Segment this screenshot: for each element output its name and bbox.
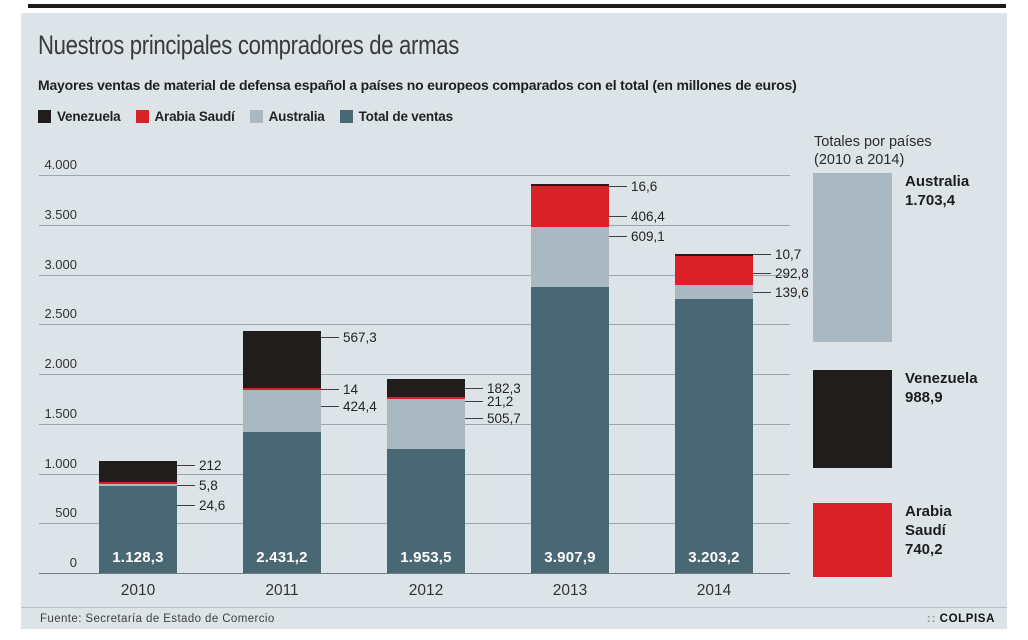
segment-annotation xyxy=(753,284,809,301)
bar-segment-australia xyxy=(387,399,465,449)
y-tick-label: 2.500 xyxy=(44,306,77,322)
annotation-label: 14 xyxy=(343,382,359,397)
bar-total-label: 3.203,2 xyxy=(688,548,740,566)
stacked-bar xyxy=(387,379,465,573)
annotation-connector-line xyxy=(753,292,771,294)
annotation-connector-line xyxy=(321,406,339,408)
agency-credit xyxy=(927,613,995,625)
totals-country-value: 1.703,4 xyxy=(905,192,956,209)
totals-country-label xyxy=(905,369,978,407)
annotation-label: 10,7 xyxy=(775,247,802,262)
annotation-connector-line xyxy=(465,401,483,403)
annotation-connector-line xyxy=(609,236,627,238)
gridline xyxy=(39,225,790,226)
totals-country-square xyxy=(813,173,892,342)
annotation-label: 609,1 xyxy=(631,229,665,244)
legend-label: Total de ventas xyxy=(358,109,453,124)
segment-annotation xyxy=(177,497,225,514)
y-tick-label: 1.500 xyxy=(44,405,77,421)
totals-country-name: Arabia xyxy=(905,503,952,520)
totals-country-name: Venezuela xyxy=(905,370,978,387)
totals-title-line1: Totales por países xyxy=(814,134,932,150)
segment-annotation xyxy=(609,228,665,245)
agency-name: COLPISA xyxy=(939,613,995,625)
bar-segment-australia xyxy=(675,285,753,299)
annotation-label: 292,8 xyxy=(775,266,809,281)
top-accent-bar xyxy=(28,4,1006,8)
annotation-connector-line xyxy=(321,389,339,391)
x-axis-label: 2011 xyxy=(265,582,299,599)
chart-subtitle: Mayores ventas de material de defensa español a países no europeos comparados con el total (en millones de euros) xyxy=(38,77,797,93)
annotation-label: 182,3 xyxy=(487,381,521,396)
y-tick-label: 3.000 xyxy=(44,256,77,272)
annotation-label: 567,3 xyxy=(343,330,377,345)
annotation-label: 406,4 xyxy=(631,209,665,224)
annotation-label: 24,6 xyxy=(199,498,226,513)
annotation-label: 424,4 xyxy=(343,399,377,414)
totals-title-line2: (2010 a 2014) xyxy=(814,152,905,168)
annotation-label: 16,6 xyxy=(631,179,658,194)
stacked-bar xyxy=(243,331,321,573)
totals-country-square xyxy=(813,370,892,468)
bar-segment-venezuela xyxy=(387,379,465,397)
segment-annotation xyxy=(321,398,377,415)
y-tick-label: 4.000 xyxy=(44,157,77,172)
x-axis-label: 2014 xyxy=(696,582,732,599)
y-tick-label: 1.000 xyxy=(44,455,77,471)
totals-country-square xyxy=(813,503,892,577)
source-credit: Fuente: Secretaría de Estado de Comercio xyxy=(40,613,275,625)
colpisa-mark-icon: :: xyxy=(926,613,937,625)
stacked-bar xyxy=(675,254,753,573)
y-tick-label: 0 xyxy=(69,555,77,570)
x-axis-label: 2012 xyxy=(408,582,444,599)
x-axis-label: 2010 xyxy=(120,582,156,599)
annotation-label: 505,7 xyxy=(487,411,521,426)
annotation-connector-line xyxy=(177,465,195,467)
bar-segment-total xyxy=(531,287,609,573)
segment-annotation xyxy=(177,477,218,494)
segment-annotation xyxy=(753,246,801,263)
annotation-connector-line xyxy=(753,254,771,256)
segment-annotation xyxy=(609,178,657,195)
annotation-connector-line xyxy=(177,505,195,507)
legend-label: Australia xyxy=(268,109,325,124)
annotation-connector-line xyxy=(753,273,771,275)
annotation-label: 21,2 xyxy=(487,394,514,409)
annotation-connector-line xyxy=(177,485,195,487)
segment-annotation xyxy=(177,457,222,474)
bar-segment-total xyxy=(675,299,753,573)
annotation-connector-line xyxy=(465,388,483,390)
annotation-connector-line xyxy=(609,216,627,218)
bar-segment-australia xyxy=(243,390,321,432)
bar-segment-venezuela xyxy=(243,331,321,387)
totals-country-value: 740,2 xyxy=(905,541,943,558)
footer-divider xyxy=(21,607,1007,608)
y-tick-label: 2.000 xyxy=(44,356,77,371)
x-axis-label: 2013 xyxy=(552,582,588,599)
totals-country-label xyxy=(905,172,969,210)
totals-panel-title xyxy=(814,133,932,169)
x-axis-line xyxy=(39,573,790,574)
legend-label: Arabia Saudí xyxy=(154,109,235,124)
annotation-connector-line xyxy=(465,418,483,420)
bar-total-label: 1.128,3 xyxy=(112,548,164,566)
bar-segment-australia xyxy=(531,227,609,288)
gridline xyxy=(39,175,790,176)
totals-country-label xyxy=(905,502,952,559)
bar-segment-arabia-saudi xyxy=(675,256,753,285)
stacked-bar-chart xyxy=(21,13,1007,629)
annotation-label: 5,8 xyxy=(199,478,218,493)
stacked-bar xyxy=(99,461,177,573)
annotation-connector-line xyxy=(321,337,339,339)
bar-total-label: 3.907,9 xyxy=(544,548,596,566)
bar-total-label: 2.431,2 xyxy=(256,548,308,566)
bar-segment-venezuela xyxy=(99,461,177,482)
bar-total-label: 1.953,5 xyxy=(400,548,452,566)
segment-annotation xyxy=(465,410,521,427)
legend-label: Venezuela xyxy=(57,109,121,124)
totals-country-name: Saudí xyxy=(905,522,946,539)
page-title: Nuestros principales compradores de armas xyxy=(38,30,459,60)
annotation-connector-line xyxy=(609,186,627,188)
annotation-label: 212 xyxy=(199,458,222,473)
bar-segment-arabia-saudi xyxy=(531,186,609,226)
segment-annotation xyxy=(321,381,358,398)
y-tick-label: 500 xyxy=(55,505,77,521)
segment-annotation xyxy=(321,329,377,346)
segment-annotation xyxy=(465,393,513,410)
totals-country-value: 988,9 xyxy=(905,389,943,406)
totals-country-name: Australia xyxy=(905,173,970,190)
segment-annotation xyxy=(609,208,665,225)
segment-annotation xyxy=(753,265,809,282)
stacked-bar xyxy=(531,184,609,573)
chart-panel xyxy=(21,13,1007,629)
y-tick-label: 3.500 xyxy=(44,206,77,222)
annotation-label: 139,6 xyxy=(775,285,809,300)
